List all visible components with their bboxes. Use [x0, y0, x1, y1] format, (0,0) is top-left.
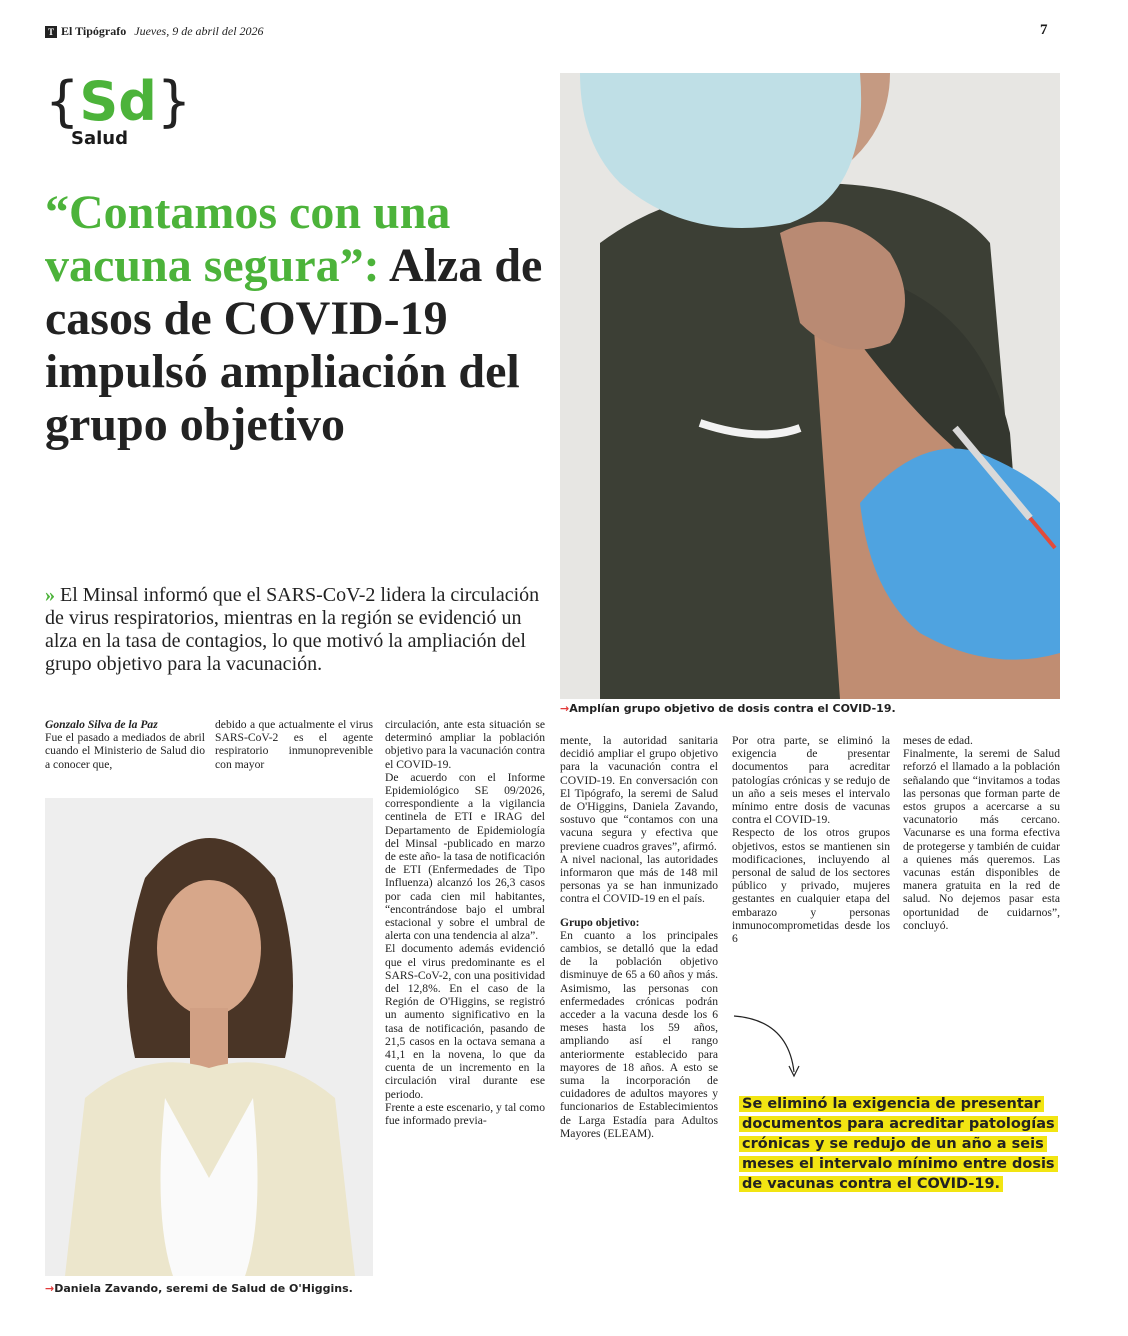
page-number: 7 — [1040, 22, 1048, 38]
section-label: Salud — [71, 128, 128, 149]
section-abbr: Sd — [79, 70, 157, 133]
callout-arrow-icon — [728, 1010, 808, 1090]
masthead — [45, 24, 264, 39]
caption-arrow-icon: → — [45, 1282, 55, 1295]
paper-logo-icon: T — [45, 26, 57, 38]
section-logo: {Sd} — [45, 70, 192, 133]
vaccination-illustration — [560, 73, 1060, 699]
body-column-2: debido a que actualmente el virus SARS-CoV-2 es el agente respiratorio inmunoprevenible con mayor — [215, 718, 373, 771]
lead-text: El Minsal informó que el SARS-CoV-2 lidera la circulación de virus respiratorios, mientras en la región se evidenció un alza en la tasa de contagios, lo que motivó la ampliación del grupo objetivo para la vacunación. — [45, 584, 540, 675]
portrait-illustration — [45, 798, 373, 1276]
headline — [45, 186, 545, 451]
caption-arrow-icon: → — [560, 702, 570, 715]
main-photo-caption: →Amplían grupo objetivo de dosis contra el COVID-19. — [560, 702, 896, 715]
body-column-5: Por otra parte, se eliminó la exigencia de presentar documentos para acreditar patologías crónicas y se redujo de un año a seis meses el intervalo mínimo entre dosis de vacunas contra el COVID-19. Respecto de los otros grupos objetivos, estos se mantienen sin modificaciones, incluyendo al personal de salud de los sectores público y privado, mujeres gestantes en cualquier etapa del embarazo y personas inmunocomprometidas desde los 6 — [732, 734, 890, 946]
body-column-1: Gonzalo Silva de la Paz Fue el pasado a mediados de abril cuando el Ministerio de Salud dio a conocer que, — [45, 718, 205, 771]
byline: Gonzalo Silva de la Paz — [45, 718, 158, 731]
body-column-4: mente, la autoridad sanitaria decidió ampliar el grupo objetivo para la vacunación contra el COVID-19. En conversación con El Tipógrafo, la seremi de Salud de O'Higgins, Daniela Zavando, sostuvo que “contamos con una vacuna segura y efectiva que previene cuadros graves”, afirmó. A nivel nacional, las autoridades informaron que más de 148 mil personas ya se han inmunizado contra el COVID-19 en el país. Grupo objetivo: En cuanto a los principales cambios, se detalló que la edad de la población objetivo disminuye de 65 a 60 años y más. Asimismo, las personas con enfermedades crónicas podrán acceder a la vacuna desde los 6 meses hasta los 59 años, ampliando así el rango anteriormente establecido para mayores de 18 años. A esto se suma la incorporación de cuidadores de adultos mayores y funcionarios de Establecimientos de Larga Estadía para Adultos Mayores (ELEAM). — [560, 734, 718, 1140]
body-column-6: meses de edad. Finalmente, la seremi de Salud reforzó el llamado a la población señalando que “invitamos a todas las personas que forman parte de estos grupos a acercarse a su vacunatorio más cercano. Vacunarse es una forma efectiva de protegerse y también de cuidar a quienes más queremos. Las vacunas están disponibles de manera gratuita en la red de salud. No dejemos pasar esta oportunidad de cuidarnos”, concluyó. — [903, 734, 1060, 932]
portrait-photo — [45, 798, 373, 1276]
body-column-3: circulación, ante esta situación se determinó ampliar la población objetivo para la vacunación contra el COVID-19. De acuerdo con el Informe Epidemiológico SE 09/2026, correspondiente a la vigilancia centinela de ETI e IRAG del Departamento de Epidemiología del Minsal -publicado en marzo de este año- la tasa de notificación de ETI (Enfermedades de Tipo Influenza) alcanzó los 26,3 casos por cada cien mil habitantes, “encontrándose bajo el umbral estacional y sobre el umbral de alerta con una tendencia al alza”. El documento además evidenció que el virus predominante es el SARS-CoV-2, con una positividad del 12,8%. En el caso de la Región de O'Higgins, se registró un aumento significativo en la tasa de notificación, pasando de 21,5 casos en la octava semana a 41,1 en la novena, lo que da cuenta de un incremento en la circulación viral durante ese periodo. Frente a este escenario, y tal como fue informado previa- — [385, 718, 545, 1128]
lead-paragraph — [45, 584, 550, 676]
paper-name: El Tipógrafo — [61, 24, 127, 38]
vaccination-photo — [560, 73, 1060, 699]
lead-marker-icon: » — [45, 584, 55, 606]
headline-rest: Alza de casos de COVID-19 impulsó ampliación del grupo objetivo — [45, 239, 543, 451]
pull-quote: Se eliminó la exigencia de presentar documentos para acreditar patologías crónicas y se redujo de un año a seis meses el intervalo mínimo entre dosis de vacunas contra el COVID-19. — [733, 1090, 1061, 1200]
portrait-caption: →Daniela Zavando, seremi de Salud de O'Higgins. — [45, 1282, 353, 1295]
headline-quote: “Contamos con una vacuna segura”: — [45, 186, 451, 292]
section-tag — [45, 72, 191, 149]
issue-date: Jueves, 9 de abril del 2026 — [134, 24, 264, 38]
subheading: Grupo objetivo: — [560, 915, 640, 929]
